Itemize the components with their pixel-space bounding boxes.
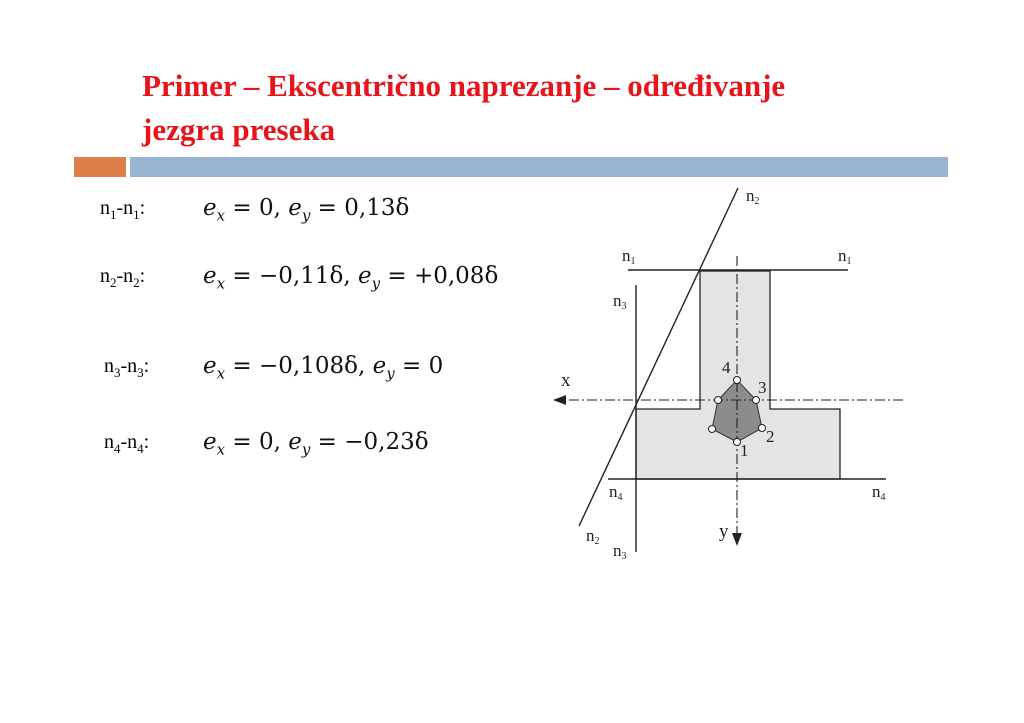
label-n3-top: n3 — [613, 291, 627, 312]
label-n3-bottom: n3 — [613, 541, 627, 562]
label-n2-top: n2 — [746, 186, 760, 207]
label-n4-left: n4 — [609, 482, 623, 503]
equation-label: $n_3-n_3$: — [104, 355, 150, 380]
label-n2-bottom: n2 — [586, 526, 600, 547]
core-point-left-bottom — [709, 426, 716, 433]
label-point-3: 3 — [758, 378, 767, 397]
equation-formula: $e_x = 0$, $e_y = -0,23\delta$ — [203, 429, 429, 459]
core-point-2 — [759, 425, 766, 432]
cross-section-diagram — [540, 180, 920, 570]
accent-bar-blue — [130, 157, 948, 177]
equation-label: $n_1-n_1$: — [100, 197, 146, 222]
label-point-2: 2 — [766, 427, 775, 446]
label-point-4: 4 — [722, 358, 731, 377]
equation-formula: $e_x = -0,11\delta$, $e_y = +0,08\delta$ — [203, 263, 499, 293]
x-axis-arrow — [553, 395, 566, 405]
title-line-2: jezgra preseka — [142, 112, 336, 147]
core-point-4 — [734, 377, 741, 384]
label-n1-left: n1 — [622, 246, 636, 267]
accent-bar-orange — [74, 157, 126, 177]
core-point-3 — [753, 397, 760, 404]
slide-title — [142, 64, 942, 152]
label-x-axis: x — [561, 370, 571, 391]
equation-formula: $e_x = -0,108\delta$, $e_y = 0$ — [203, 353, 444, 383]
title-line-1: Primer – Ekscentrično naprezanje – određivanje — [142, 68, 786, 103]
label-n4-right: n4 — [872, 482, 886, 503]
equation-formula: $e_x = 0$, $e_y = 0,13\delta$ — [203, 195, 410, 225]
equation-label: $n_4-n_4$: — [104, 431, 150, 456]
y-axis-arrow — [732, 533, 742, 546]
t-section-shape — [636, 271, 840, 479]
label-y-axis: y — [719, 521, 729, 542]
label-point-1: 1 — [740, 441, 749, 460]
core-point-left-top — [715, 397, 722, 404]
equation-label: $n_2-n_2$: — [100, 265, 146, 290]
label-n1-right: n1 — [838, 246, 852, 267]
